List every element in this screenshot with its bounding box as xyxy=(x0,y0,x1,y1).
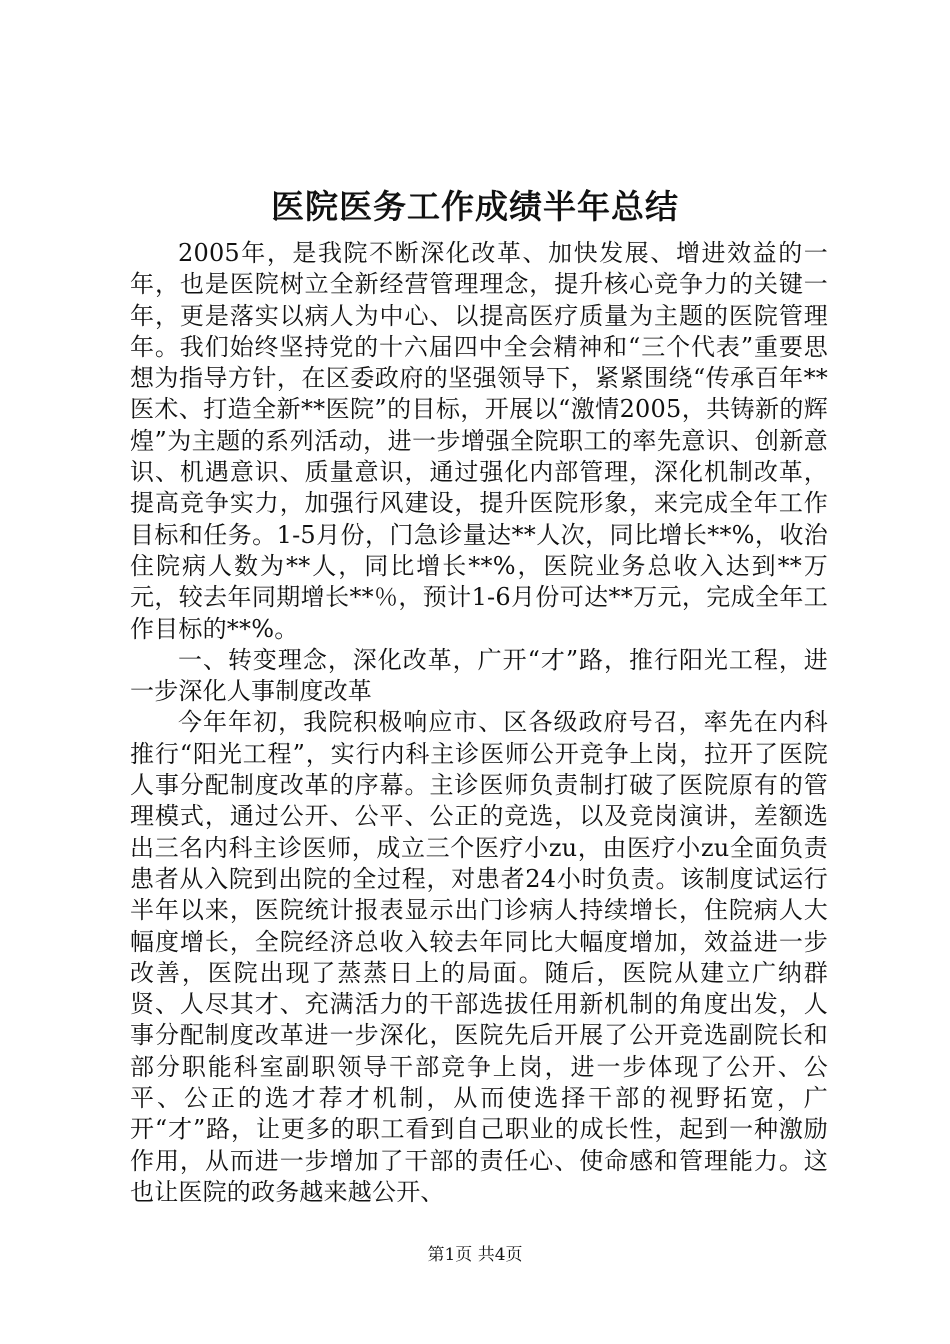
section-heading-1: 一、转变理念，深化改革，广开“才”路，推行阳光工程，进一步深化人事制度改革 xyxy=(130,645,828,706)
paragraph-intro: 2005年，是我院不断深化改革、加快发展、增进效益的一年，也是医院树立全新经营管理理念，提升核心竞争力的关键一年，更是落实以病人为中心、以提高医疗质量为主题的医院管理年。我们始终坚持党的十六届四中全会精神和“三个代表”重要思想为指导方针，在区委政府的坚强领导下，紧紧围绕“传承百年**医术、打造全新**医院”的目标，开展以“激情2005，共铸新的辉煌”为主题的系列活动，进一步增强全院职工的率先意识、创新意识、机遇意识、质量意识，通过强化内部管理，深化机制改革，提高竞争实力，加强行风建设，提升医院形象，来完成全年工作目标和任务。1-5月份，门急诊量达**人次，同比增长**%，收治住院病人数为**人，同比增长**%，医院业务总收入达到**万元，较去年同期增长**％，预计1-6月份可达**万元，完成全年工作目标的**%。 xyxy=(130,239,828,643)
page-number-footer: 第1页 共4页 xyxy=(427,1245,523,1265)
document-title: 医院医务工作成绩半年总结 xyxy=(271,187,679,226)
paragraph-section-1: 今年年初，我院积极响应市、区各级政府号召，率先在内科推行“阳光工程”，实行内科主诊医师公开竞争上岗，拉开了医院人事分配制度改革的序幕。主诊医师负责制打破了医院原有的管理模式，通过公开、公平、公正的竞选，以及竞岗演讲，差额选出三名内科主诊医师，成立三个医疗小zu，由医疗小zu全面负责患者从入院到出院的全过程，对患者24小时负责。该制度试运行半年以来，医院统计报表显示出门诊病人持续增长，住院病人大幅度增长，全院经济总收入较去年同比大幅度增加，效益进一步改善，医院出现了蒸蒸日上的局面。随后，医院从建立广纳群贤、人尽其才、充满活力的干部选拔任用新机制的角度出发，人事分配制度改革进一步深化，医院先后开展了公开竞选副院长和部分职能科室副职领导干部竞争上岗，进一步体现了公开、公平、公正的选才荐才机制，从而使选择干部的视野拓宽，广开“才”路，让更多的职工看到自己职业的成长性，起到一种激励作用，从而进一步增加了干部的责任心、使命感和管理能力。这也让医院的政务越来越公开、 xyxy=(130,708,828,1206)
document-body xyxy=(130,238,828,1208)
